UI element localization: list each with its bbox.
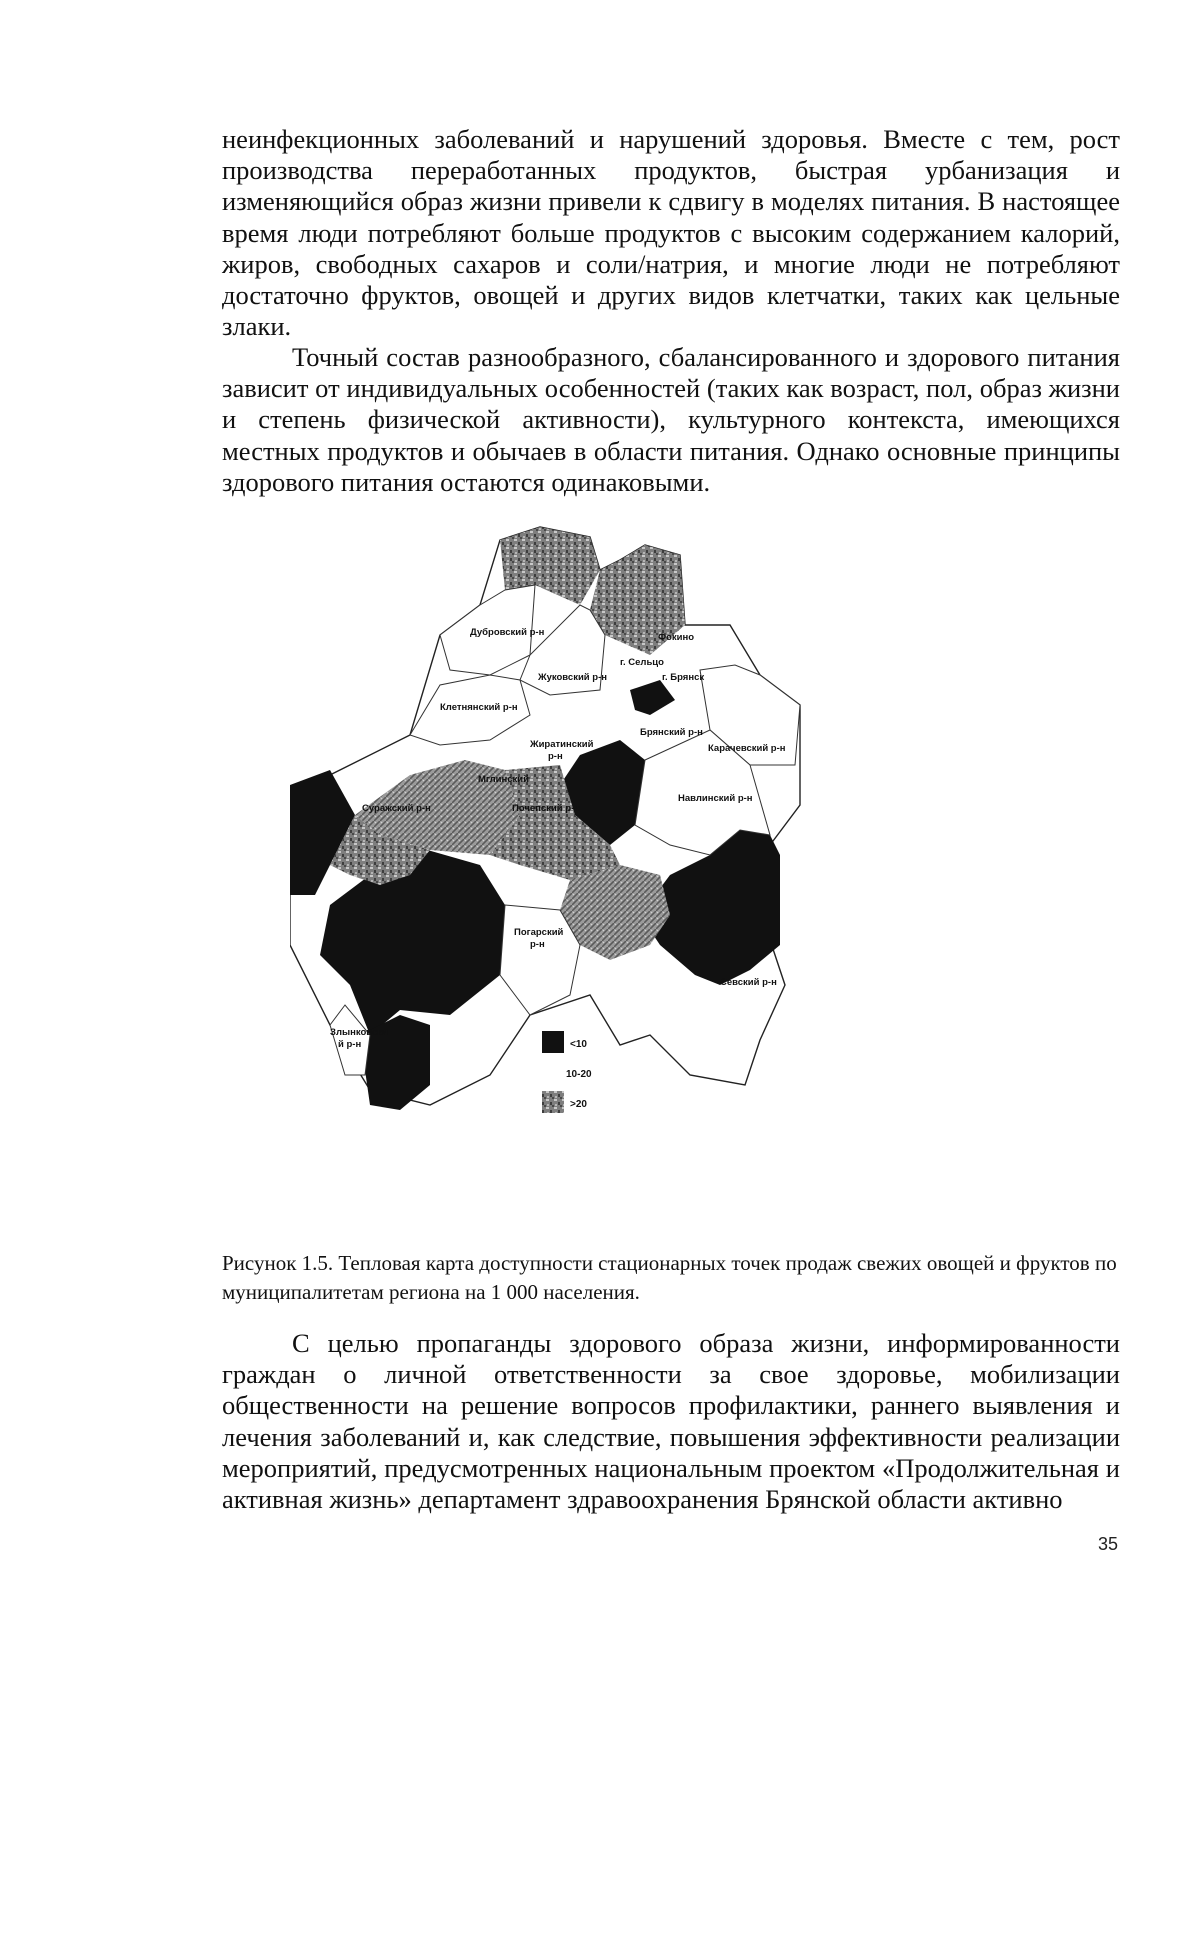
figure-caption: Рисунок 1.5. Тепловая карта доступности стационарных точек продаж свежих овощей и фруктов по муниципалитетам региона на 1 000 населения. (222, 1251, 1117, 1304)
label-pochepsky: Почепский р-н (512, 803, 580, 814)
label-zlynkovsky: Злынковски (330, 1027, 388, 1038)
map-legend (542, 1031, 592, 1113)
label-mglinsky: Мглинский (478, 774, 529, 785)
label-selco: г. Сельцо (620, 657, 664, 668)
page-number: 35 (1097, 1534, 1118, 1554)
legend-label-low: <10 (570, 1039, 587, 1050)
label-navlinsky: Навлинский р-н (678, 793, 753, 804)
legend-label-mid: 10-20 (566, 1069, 592, 1080)
label-dubrovsky: Дубровский р-н (470, 627, 545, 638)
label-surazhsky: Суражский р-н (362, 803, 431, 814)
paragraph-2: Точный состав разнообразного, сбалансированного и здорового питания зависит от индивидуальных особенностей (таких как возраст, пол, образ жизни и степень физической активности), культурного контекста, имеющихся местных продуктов и обычаев в области питания. Однако основные принципы здорового питания остаются одинаковыми. (222, 342, 1120, 497)
paragraph-1: неинфекционных заболеваний и нарушений здоровья. Вместе с тем, рост производства переработанных продуктов, быстрая урбанизация и изменяющийся образ жизни привели к сдвигу в моделях питания. В настоящее время люди потребляют больше продуктов с высоким содержанием калорий, жиров, свободных сахаров и соли/натрия, и многие люди не потребляют достаточно фруктов, овощей и других видов клетчатки, таких как цельные злаки. (222, 124, 1120, 342)
label-kletnyansky: Клетнянский р-н (440, 702, 518, 713)
legend-swatch-high (542, 1091, 564, 1113)
legend-swatch-mid (542, 1061, 564, 1083)
heat-map-figure (290, 515, 990, 1215)
label-sevsky: Севский р-н (720, 977, 777, 988)
paragraph-3: С целью пропаганды здорового образа жизни, информированности граждан о личной ответственности за свое здоровье, мобилизации общественности на решение вопросов профилактики, раннего выявления и лечения заболеваний и, как следствие, повышения эффективности реализации мероприятий, предусмотренных национальным проектом «Продолжительная и активная жизнь» департамент здравоохранения Брянской области активно (222, 1328, 1120, 1515)
legend-swatch-low (542, 1031, 564, 1053)
label-zhiryatinsky: Жиратинский (530, 739, 594, 750)
legend-label-high: >20 (570, 1099, 587, 1110)
label-zhukovsky: Жуковский р-н (538, 672, 607, 683)
label-bryansk-city: г. Брянск (662, 672, 705, 683)
bryansk-region-map (290, 515, 990, 1215)
label-pogarsky: Погарский (514, 927, 564, 938)
label-pogarsky-suffix: р-н (530, 939, 545, 950)
label-fokino: Фокино (658, 632, 695, 643)
label-zhiryatinsky-suffix: р-н (548, 751, 563, 762)
label-zlynkovsky-suffix: й р-н (338, 1039, 362, 1050)
label-bryansky: Брянский р-н (640, 727, 703, 738)
label-karachevsky: Карачевский р-н (708, 743, 786, 754)
